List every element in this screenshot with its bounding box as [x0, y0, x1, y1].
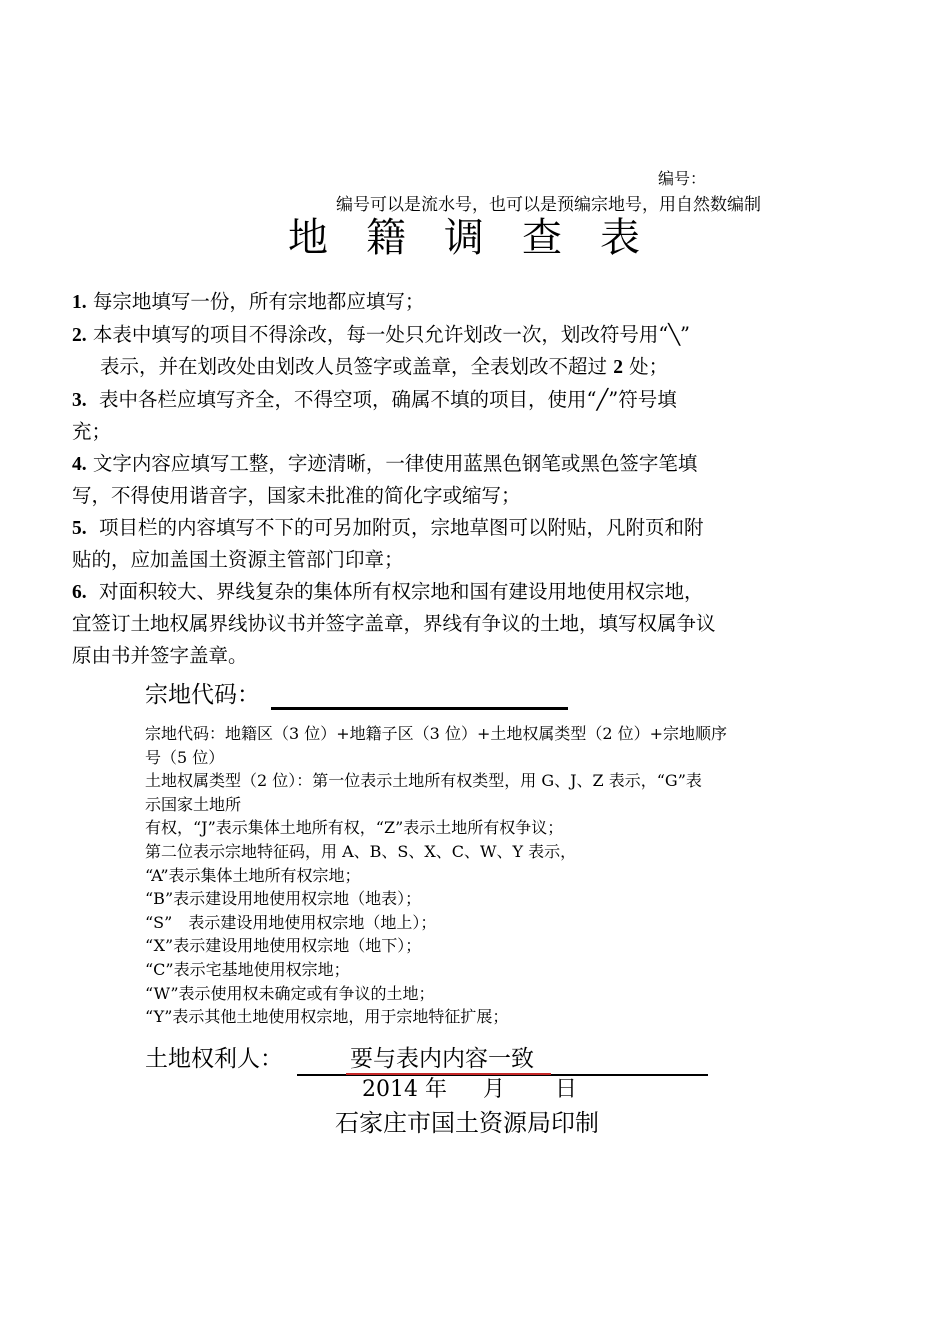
instruction-text: 文字内容应填写工整，字迹清晰，一律使用蓝黑色钢笔或黑色签字笔填: [92, 451, 698, 475]
code-note: “S” 表示建设用地使用权宗地（地上）；: [145, 912, 437, 932]
instruction-text: 表中各栏应填写齐全，不得空项，确属不填的项目，使用“╱”符号填: [99, 387, 677, 411]
instruction-text: 本表中填写的项目不得涂改，每一处只允许划改一次，划改符号用“╲”: [92, 322, 691, 346]
code-note: 有权，“J”表示集体土地所有权，“Z”表示土地所有权争议；: [145, 818, 564, 838]
serial-number-label: 编号：: [658, 169, 707, 188]
instruction-count: 2: [613, 357, 623, 378]
instruction-text: 贴的，应加盖国土资源主管部门印章；: [72, 548, 404, 571]
code-note: 第二位表示宗地特征码，用 A、B、S、X、C、W、Y 表示，: [145, 841, 577, 861]
date-row: [362, 1072, 577, 1103]
code-note: 土地权属类型（2 位）：第一位表示土地所有权类型，用 G、J、Z 表示，“G”表: [145, 771, 702, 791]
instructions-list: [72, 286, 810, 671]
instruction-text: 写，不得使用谐音字，国家未批准的简化字或缩写；: [72, 484, 521, 507]
instruction-2: [72, 319, 810, 384]
instruction-1: [72, 286, 810, 319]
instruction-4: [72, 448, 810, 512]
instruction-text: 充；: [72, 420, 112, 443]
printer-credit: 石家庄市国土资源局印制: [335, 1109, 599, 1137]
code-note: “Y”表示其他土地使用权宗地，用于宗地特征扩展；: [145, 1007, 509, 1027]
land-owner-label: 土地权利人：: [145, 1046, 283, 1072]
code-note: “B”表示建设用地使用权宗地（地表）；: [145, 889, 422, 909]
instruction-6: [72, 576, 810, 672]
code-note: “W”表示使用权未确定或有争议的土地；: [145, 983, 435, 1003]
code-note: 宗地代码：地籍区（3 位）+地籍子区（3 位）+土地权属类型（2 位）+宗地顺序: [145, 724, 728, 743]
parcel-code-notes: [145, 722, 813, 1029]
instruction-text: 每宗地填写一份，所有宗地都应填写；: [92, 290, 425, 313]
instruction-number: 1.: [72, 292, 87, 313]
instruction-3: [72, 384, 810, 448]
date-month: 月: [482, 1077, 505, 1102]
instruction-number: 4.: [72, 453, 87, 475]
code-note: “X”表示建设用地使用权宗地（地下）；: [145, 936, 422, 956]
parcel-code-input-line[interactable]: [271, 707, 568, 710]
date-day: 日: [555, 1077, 578, 1102]
instruction-text: 表示，并在划改处由划改人员签字或盖章，全表划改不超过: [100, 355, 608, 378]
instruction-number: 3.: [72, 389, 87, 411]
parcel-code-label: 宗地代码：: [145, 682, 260, 708]
code-note: 号（5 位）: [145, 747, 225, 767]
land-owner-hint: 要与表内内容一致: [350, 1046, 534, 1072]
instruction-number: 6.: [72, 581, 87, 603]
instruction-text: 原由书并签字盖章。: [72, 643, 248, 667]
instruction-text: 项目栏的内容填写不下的可另加附页，宗地草图可以附贴，凡附页和附: [99, 515, 704, 539]
code-note: “A”表示集体土地所有权宗地；: [145, 865, 361, 885]
instruction-number: 2.: [72, 324, 87, 346]
serial-number-note: 编号可以是流水号，也可以是预编宗地号，用自然数编制: [336, 195, 761, 215]
code-note: “C”表示宅基地使用权宗地；: [145, 959, 350, 979]
instruction-text: 处；: [629, 355, 669, 378]
instruction-text: 对面积较大、界线复杂的集体所有权宗地和国有建设用地使用权宗地，: [99, 579, 704, 603]
instruction-number: 5.: [72, 517, 87, 539]
code-note: 示国家土地所: [145, 794, 242, 814]
date-year: 2014 年: [362, 1077, 447, 1102]
instruction-5: [72, 512, 810, 576]
instruction-text: 宜签订土地权属界线协议书并签字盖章，界线有争议的土地，填写权属争议: [72, 612, 716, 635]
page-title: 地籍调查表: [288, 215, 678, 261]
